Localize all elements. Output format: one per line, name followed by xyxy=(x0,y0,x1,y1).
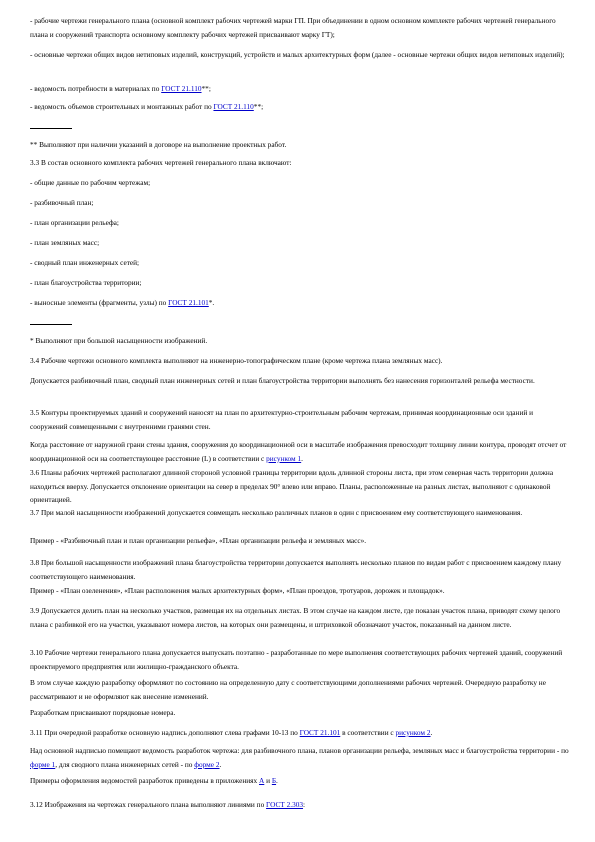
list-item: - план благоустройства территории; xyxy=(30,278,142,287)
paragraph-revision-table xyxy=(30,744,570,771)
text: **; xyxy=(253,102,264,111)
gost-21-101-link[interactable]: ГОСТ 21.101 xyxy=(168,298,209,307)
appendix-a-link[interactable]: А xyxy=(259,776,265,785)
example-combined-plans: Пример - «Разбивочный план и план организации рельефа», «План организации рельефа и земляных масс». xyxy=(30,536,367,545)
gost-2-303-link[interactable]: ГОСТ 2.303 xyxy=(266,800,304,809)
text: . xyxy=(219,759,222,769)
paragraph-stages: В этом случае каждую разработку оформляют по состоянию на определенную дату с соответствующими дополнениями рабочих чертежей. Очередную разработку не рассматривают и не оформляют как внесение изменений. xyxy=(30,678,546,701)
paragraph-3-9: 3.9 Допускается делить план на несколько участков, размещая их на отдельных листах. В этом случае на каждом листе, где показан участок плана, приводят схему целого плана с разбивкой его на участки, указывают номера листов, на которых они размещены, и штриховкой обозначают участок, показанный на данном листе. xyxy=(30,606,561,629)
example-landscaping-plans: Пример - «План озеленения», «План расположения малых архитектурных форм», «План проездов, тротуаров, дорожек и площадок». xyxy=(30,586,445,595)
form-1-link[interactable]: форме 1 xyxy=(30,759,56,769)
paragraph-gp-drawings: - рабочие чертежи генерального плана (основной комплект рабочих чертежей марки ГП. При объединении в одном основном комплекте рабочих чертежей генерального плана и сооружений транспорта основному комплекту рабочих чертежей присваивают марку ГТ); xyxy=(30,16,556,39)
paragraph-axis-distance xyxy=(30,438,570,465)
figure-1-link[interactable]: рисунком 1 xyxy=(266,453,302,463)
text: Когда расстояние от наружной грани стены здания, сооружения до координационной оси в масштабе изображения превосходит толщину линии контура, проводят отсчет от координационной оси на соответствующее расстояние (L) в соответствии с xyxy=(30,440,567,463)
text: 3.12 Изображения на чертежах генерального плана выполняют линиями по xyxy=(30,800,267,809)
text: . xyxy=(276,776,278,785)
list-item: - общие данные по рабочим чертежам; xyxy=(30,178,151,187)
paragraph-3-10: 3.10 Рабочие чертежи генерального плана допускается выпускать поэтапно - разработанные по мере выполнения соответствующих рабочих чертежей зданий, сооружений проектируемого предприятия или жилищно-гражданского объекта. xyxy=(30,648,563,671)
paragraph-3-6: 3.6 Планы рабочих чертежей располагают длинной стороной условной границы территории вдоль длинной стороны листа, при этом северная часть территории должна находиться вверху. Допускается отклонение ориентации на север в пределах 90° влево или вправо. Планы, расположенные на разных листах, выполняют с одинаковой ориентацией. xyxy=(30,468,554,504)
gost-21-101-link[interactable]: ГОСТ 21.101 xyxy=(299,728,341,737)
list-item: - разбивочный план; xyxy=(30,198,94,207)
text: и xyxy=(264,776,272,785)
gost-21-110-link[interactable]: ГОСТ 21.110 xyxy=(213,102,254,111)
paragraph-3-5: 3.5 Контуры проектируемых зданий и сооружений наносят на план по архитектурно-строительным рабочим чертежам, принимая координационные оси зданий и сооружений совмещенными с внутренними гранями стен. xyxy=(30,408,533,431)
gost-21-110-link[interactable]: ГОСТ 21.110 xyxy=(161,84,202,93)
footnote-density: * Выполняют при большой насыщенности изображений. xyxy=(30,336,208,345)
text: : xyxy=(303,800,306,809)
text: *. xyxy=(208,298,215,307)
form-2-link[interactable]: форме 2 xyxy=(194,759,220,769)
text: 3.11 При очередной разработке основную надпись дополняют слева графами 10-13 по xyxy=(30,728,300,737)
footnote-divider xyxy=(30,324,72,325)
footnote-contract: ** Выполняют при наличии указаний в договоре на выполнение проектных работ. xyxy=(30,140,287,149)
paragraph-3-4: 3.4 Рабочие чертежи основного комплекта выполняют на инженерно-топографическом плане (кроме чертежа плана земляных масс). xyxy=(30,356,443,365)
footnote-divider xyxy=(30,128,72,129)
text: Примеры оформления ведомостей разработок приведены в приложениях xyxy=(30,776,259,785)
text: . xyxy=(430,728,433,737)
paragraph-3-8: 3.8 При большой насыщенности изображений плана благоустройства территории допускается выполнять несколько планов по видам работ с присвоением каждому плану соответствующего наименования. xyxy=(30,558,562,581)
list-item: - план организации рельефа; xyxy=(30,218,119,227)
paragraph-works-list xyxy=(30,100,570,114)
figure-2-link[interactable]: рисунком 2 xyxy=(395,728,431,737)
paragraph-3-12 xyxy=(30,798,570,812)
text: Над основной надписью помещают ведомость разработок чертежа: для разбивочного плана, планов организации рельефа, земляных масс и благоустройства территории - по xyxy=(30,746,569,755)
text: - ведомость объемов строительных и монтажных работ по xyxy=(30,102,214,111)
paragraph-numbering: Разработкам присваивают порядковые номера. xyxy=(30,708,176,717)
text: в соответствии с xyxy=(340,728,396,737)
paragraph-materials-list xyxy=(30,82,570,96)
paragraph-3-7: 3.7 При малой насыщенности изображений допускается совмещать несколько различных планов в один с присвоением ему соответствующего наименования. xyxy=(30,508,523,517)
text: **; xyxy=(201,84,211,93)
list-item xyxy=(30,296,570,310)
text: - ведомость потребности в материалах по xyxy=(30,84,162,93)
list-item: - сводный план инженерных сетей; xyxy=(30,258,140,267)
list-item: - план земляных масс; xyxy=(30,238,100,247)
paragraph-3-11 xyxy=(30,726,570,740)
paragraph-general-views: - основные чертежи общих видов нетиповых изделий, конструкций, устройств и малых архитектурных форм (далее - основные чертежи общих видов нетиповых изделий); xyxy=(30,50,565,59)
text: , для сводного плана инженерных сетей - по xyxy=(55,759,195,769)
paragraph-3-3: 3.3 В состав основного комплекта рабочих чертежей генерального плана включают: xyxy=(30,158,292,167)
appendix-b-link[interactable]: Б xyxy=(271,776,277,785)
paragraph-appendix-examples xyxy=(30,774,570,788)
text: . xyxy=(301,453,303,463)
text: - выносные элементы (фрагменты, узлы) по xyxy=(30,298,169,307)
paragraph-horizontals: Допускается разбивочный план, сводный план инженерных сетей и план благоустройства территории выполнять без нанесения горизонталей рельефа местности. xyxy=(30,376,535,385)
